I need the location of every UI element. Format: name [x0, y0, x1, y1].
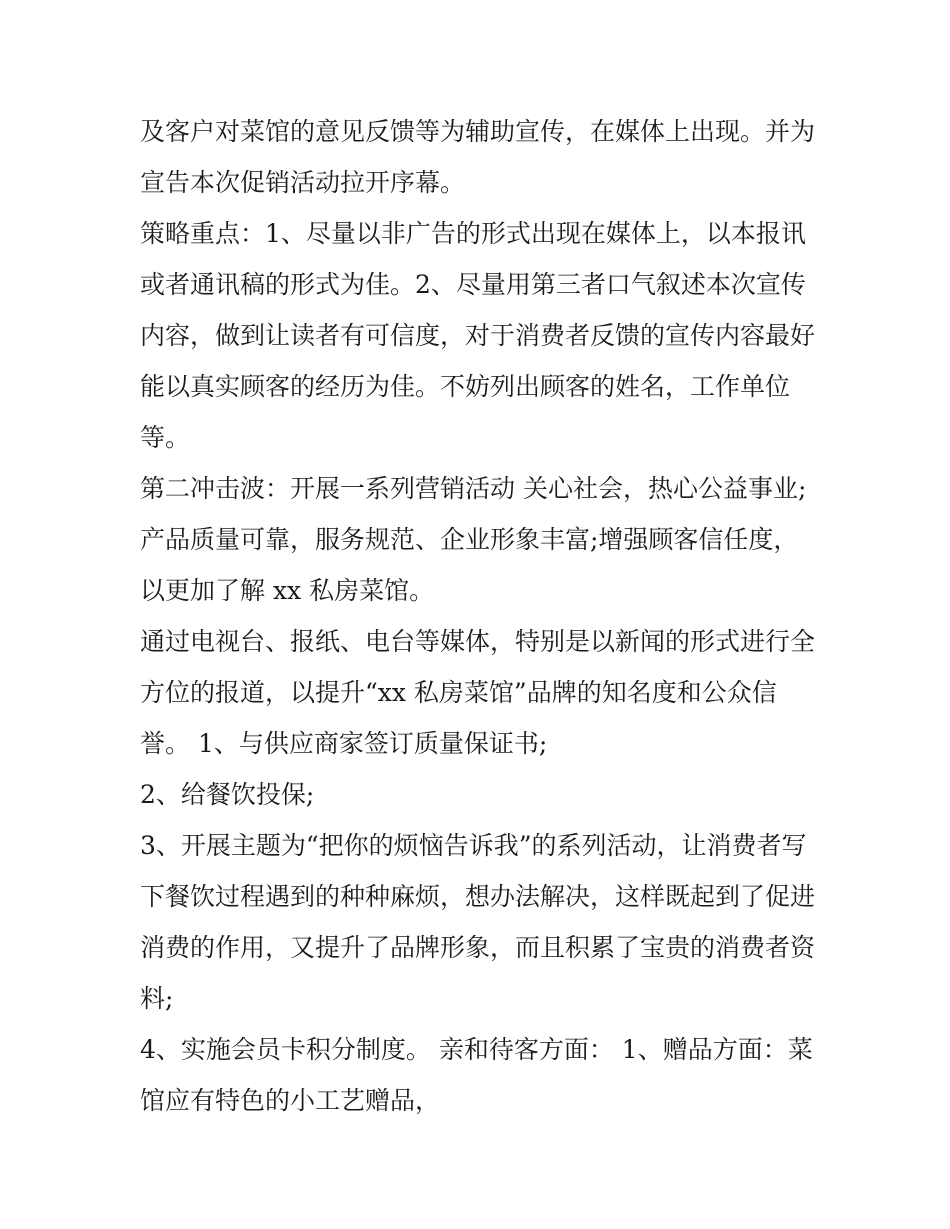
text-line: 誉。 1、与供应商家签订质量保证书;	[140, 729, 548, 758]
text-line: 3、开展主题为“把你的烦恼告诉我”的系列活动，让消费者写	[140, 831, 807, 860]
text-line: 料;	[140, 984, 174, 1013]
text-line: 及客户对菜馆的意见反馈等为辅助宣传，在媒体上出现。并为	[140, 117, 816, 146]
text-line: 内容，做到让读者有可信度，对于消费者反馈的宣传内容最好	[140, 321, 816, 350]
text-line: 等。	[140, 423, 191, 452]
text-line: 消费的作用，又提升了品牌形象，而且积累了宝贵的消费者资	[140, 933, 816, 962]
text-line: 馆应有特色的小工艺赠品，	[140, 1086, 441, 1115]
text-line: 能以真实顾客的经历为佳。不妨列出顾客的姓名，工作单位	[140, 372, 791, 401]
text-line: 2、给餐饮投保;	[140, 780, 315, 809]
body-text	[140, 106, 830, 1126]
text-line: 策略重点：1、尽量以非广告的形式出现在媒体上，以本报讯	[140, 219, 806, 248]
text-line: 通过电视台、报纸、电台等媒体，特别是以新闻的形式进行全	[140, 627, 816, 656]
text-line: 4、实施会员卡积分制度。 亲和待客方面： 1、赠品方面：菜	[140, 1035, 813, 1064]
text-line: 以更加了解 xx 私房菜馆。	[140, 576, 435, 605]
text-line: 宣告本次促销活动拉开序幕。	[140, 168, 466, 197]
text-line: 产品质量可靠，服务规范、企业形象丰富;增强顾客信任度，	[140, 525, 799, 554]
text-line: 下餐饮过程遇到的种种麻烦，想办法解决，这样既起到了促进	[140, 882, 816, 911]
text-line: 方位的报道，以提升“xx 私房菜馆”品牌的知名度和公众信	[140, 678, 777, 707]
text-line: 第二冲击波：开展一系列营销活动 关心社会，热心公益事业;	[140, 474, 807, 503]
text-line: 或者通讯稿的形式为佳。2、尽量用第三者口气叙述本次宣传	[140, 270, 806, 299]
